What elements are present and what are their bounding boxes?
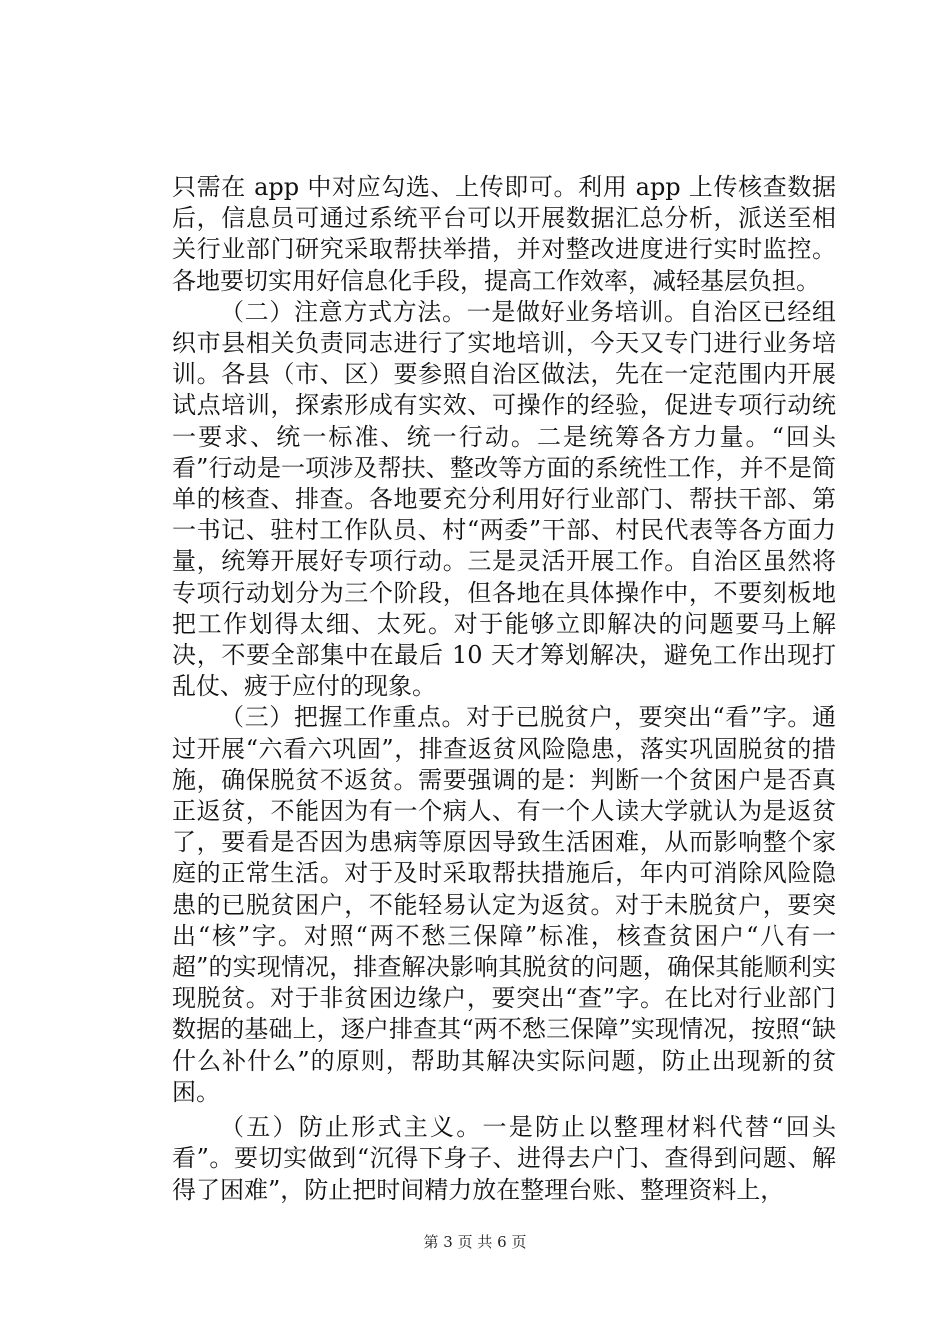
paragraph-formalism: （五）防止形式主义。一是防止以整理材料代替“回头看”。要切实做到“沉得下身子、进得去户门、查得到问题、解得了困难”，防止把时间精力放在整理台账、整理资料上，: [172, 1113, 836, 1204]
paragraph-method: （二）注意方式方法。一是做好业务培训。自治区已经组织市县相关负责同志进行了实地培训，今天又专门进行业务培训。各县（市、区）要参照自治区做法，先在一定范围内开展试点培训，探索形成有实效、可操作的经验，促进专项行动统一要求、统一标准、统一行动。二是统筹各方力量。“回头看”行动是一项涉及帮扶、整改等方面的系统性工作，并不是简单的核查、排查。各地要充分利用好行业部门、帮扶干部、第一书记、驻村工作队员、村“两委”干部、村民代表等各方面力量，统筹开展好专项行动。三是灵活开展工作。自治区虽然将专项行动划分为三个阶段，但各地在具体操作中，不要刻板地把工作划得太细、太死。对于能够立即解决的问题要马上解决，不要全部集中在最后 10 天才筹划解决，避免工作出现打乱仗、疲于应付的现象。: [172, 297, 836, 701]
paragraph-continuation: 只需在 app 中对应勾选、上传即可。利用 app 上传核查数据后，信息员可通过系统平台可以开展数据汇总分析，派送至相关行业部门研究采取帮扶举措，并对整改进度进行实时监控。各地要切实用好信息化手段，提高工作效率，减轻基层负担。: [172, 173, 836, 295]
document-body: [172, 172, 836, 1206]
page-number-footer: 第 3 页 共 6 页: [423, 1233, 527, 1251]
paragraph-focus: （三）把握工作重点。对于已脱贫户，要突出“看”字。通过开展“六看六巩固”，排查返贫风险隐患，落实巩固脱贫的措施，确保脱贫不返贫。需要强调的是：判断一个贫困户是否真正返贫，不能因为有一个病人、有一个人读大学就认为是返贫了，要看是否因为患病等原因导致生活困难，从而影响整个家庭的正常生活。对于及时采取帮扶措施后，年内可消除风险隐患的已脱贫困户，不能轻易认定为返贫。对于未脱贫户，要突出“核”字。对照“两不愁三保障”标准，核查贫困户“八有一超”的实现情况，排查解决影响其脱贫的问题，确保其能顺利实现脱贫。对于非贫困边缘户，要突出“查”字。在比对行业部门数据的基础上，逐户排查其“两不愁三保障”实现情况，按照“缺什么补什么”的原则，帮助其解决实际问题，防止出现新的贫困。: [172, 703, 836, 1106]
